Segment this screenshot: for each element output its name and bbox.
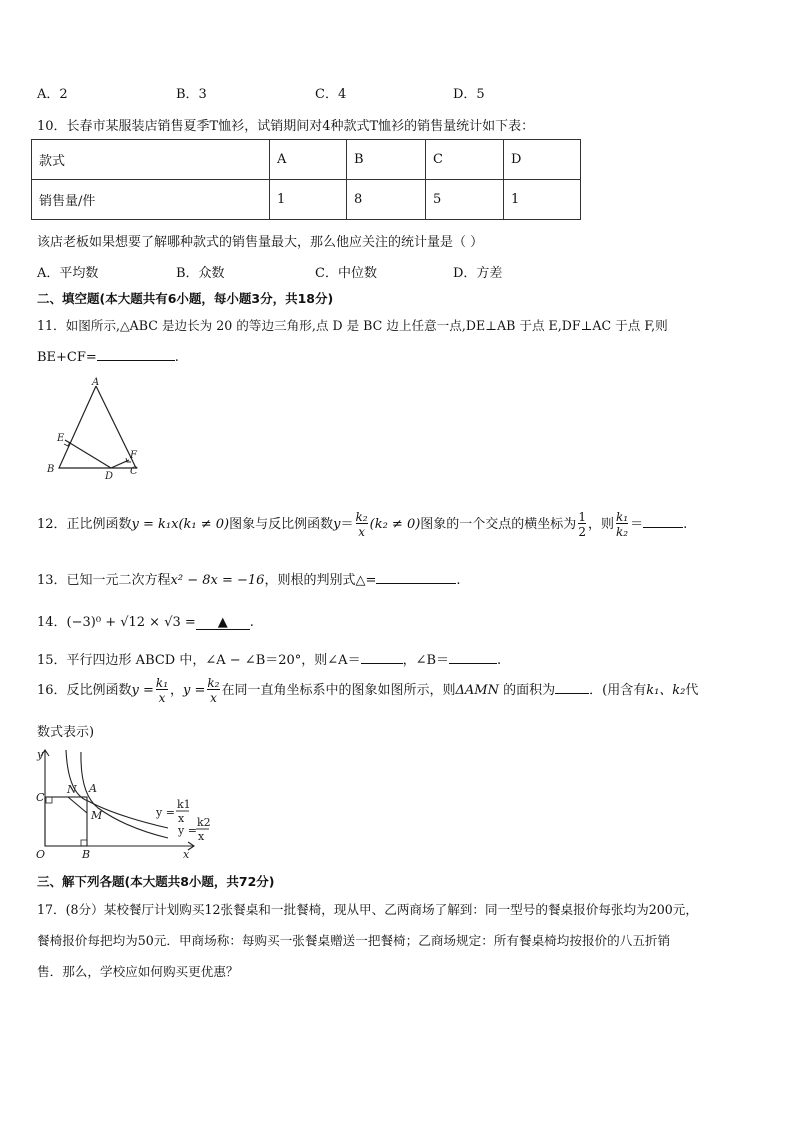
curve-label-y1: y = [156,806,175,819]
curve-label-x2: x [198,830,205,843]
q10-question: 该店老板如果想要了解哪种款式的销售量最大，那么他应关注的统计量是（ ） [37,235,484,250]
q13-text-2: ，则根的判别式△= [264,573,377,588]
q10-option-c: C．中位数 [315,266,377,281]
q10-option-a: A．平均数 [37,266,99,281]
denominator: x [156,689,168,704]
fraction-k1-over-x [156,677,168,704]
q15-text-1: 15．平行四边形 ABCD 中，∠A − ∠B＝20°，则∠A＝ [37,653,361,668]
answer-blank [376,569,456,584]
q11-end: . [174,350,179,365]
q10-stem: 10．长春市某服装店销售夏季T恤衫，试销期间对4种款式T恤衫的销售量统计如下表： [37,119,535,134]
q16-line2: 数式表示) [37,725,95,740]
q12-end: . [683,517,688,532]
q11-line1: 11．如图所示,△ABC 是边长为 20 的等边三角形,点 D 是 BC 边上任意一点,DE⊥AB 于点 E,DF⊥AC 于点 F,则 [37,318,668,333]
q13-equation: x² − 8x = −16 [170,573,265,588]
numerator: k₁ [155,676,169,690]
curve-label-x1: x [178,812,185,825]
label-d: D [105,471,114,480]
q10-option-b: B．众数 [176,266,225,281]
q12-line: 12．正比例函数y = k₁x(k₁ ≠ 0)图象与反比例函数y＝ $\frac{\text{k₂}}{x}$ (k₂ ≠ 0)图象的一个交点的横坐标为 $\frac{1}{2}$ ，则 $\frac{\text{k₁}}{\text{k₂}}$ ＝ . [37,510,688,539]
label-b: B [82,848,91,861]
q16-text-6: ．(用含有 [589,683,647,698]
q11-lhs: BE+CF= [37,350,97,365]
label-x: x [183,848,190,861]
answer-blank [643,513,683,528]
table-cell: B [347,140,426,180]
label-c: C [36,791,45,804]
q16-text-3: 在同一直角坐标系中的图象如图所示，则 [221,683,456,698]
rectangle-ocab [45,797,87,846]
table-cell: C [426,140,504,180]
label-e: E [57,433,65,444]
table-cell: 款式 [32,140,270,180]
numerator: k₁ [615,510,629,524]
q16-y2: y = [183,683,206,698]
q16-text-5: 的面积为 [498,683,556,698]
q17-line2: 餐椅报价每把均为50元．甲商场称：每购买一张餐桌赠送一把餐椅；乙商场规定：所有餐桌椅均按报价的八五折销 [37,933,671,948]
q14-line [37,611,254,630]
numerator: k₂ [355,510,368,524]
sales-table [31,139,581,220]
q15-end: . [497,653,502,668]
q12-text-4: ，则 [587,517,614,532]
curve-label-y2: y = [178,824,197,837]
answer-blank [449,649,497,664]
q13-line [37,569,460,588]
curve-label-k2: k2 [197,816,211,829]
label-m: M [91,809,103,822]
table-cell: D [504,140,581,180]
answer-blank [361,649,403,664]
q13-end: . [456,573,461,588]
label-n: N [67,783,77,796]
q16-line1 [37,672,698,710]
q12-text-2: 图象与反比例函数 [229,517,334,532]
q9-option-a: A．2 [37,87,68,102]
segment-df [111,460,129,468]
fraction-k2-over-x [356,511,368,538]
q14-text-1: 14． [37,615,67,630]
label-o: O [36,848,46,861]
denominator: x [207,689,219,704]
fraction-k2-over-x [207,677,219,704]
label-a: A [92,377,100,388]
q12-text-5: ＝ [630,517,644,532]
table-cell: 销售量/件 [32,180,270,220]
section-2-heading: 二、填空题(本大题共有6小题，每小题3分，共18分) [37,291,334,306]
denominator: k₂ [615,525,629,539]
q12-eq-inverse: (k₂ ≠ 0) [369,517,421,532]
denominator: x [356,523,368,538]
q11-line2 [37,346,179,365]
numerator: k₂ [207,676,220,690]
table-cell: A [270,140,347,180]
q17-line3: 售．那么，学校应如何购买更优惠？ [37,964,239,979]
q15-line [37,649,501,668]
triangle-abc [59,386,136,468]
answer-blank [97,346,175,361]
label-y: y [37,748,44,761]
q12-eq-direct: y = k₁x(k₁ ≠ 0) [131,517,230,532]
q14-end: . [249,615,254,630]
q16-k1-k2: k₁、k₂ [646,683,686,698]
label-f: F [130,450,137,461]
q10-option-d: D．方差 [453,266,503,281]
label-a: A [89,782,97,795]
q15-text-2: ，∠B＝ [402,653,450,668]
q12-text-1: 12．正比例函数 [37,517,132,532]
table-cell: 8 [347,180,426,220]
table-cell: 1 [504,180,581,220]
answer-blank [196,615,250,630]
label-c: C [130,466,138,477]
segment-de [65,440,111,468]
q13-text-1: 13．已知一元二次方程 [37,573,171,588]
q16-text-8: 代 [685,683,699,698]
table-cell: 5 [426,180,504,220]
q16-text-2: ， [170,683,184,698]
right-angle-b [81,840,87,846]
q14-expression: (−3)⁰ + √12 × √3 = [66,615,196,630]
curve-label-k1: k1 [177,798,191,811]
q9-option-c: C．4 [315,87,347,102]
table-row [32,180,581,220]
answer-blank [555,679,589,694]
q16-y1: y = [131,683,154,698]
denominator: 2 [578,525,586,539]
label-b: B [47,464,55,475]
table-cell: 1 [270,180,347,220]
triangle-figure [44,376,144,480]
section-3-heading: 三、解下列各题(本大题共8小题，共72分) [37,874,275,889]
numerator: 1 [578,510,586,524]
table-row [32,140,581,180]
q9-option-d: D．5 [453,87,485,102]
right-angle-c [46,797,52,803]
q16-triangle-amn: ΔAMN [455,683,499,698]
triangle-placeholder: ▲ [217,615,228,630]
q12-text-3: 图象的一个交点的横坐标为 [420,517,577,532]
q16-text-1: 16．反比例函数 [37,683,132,698]
fraction-one-half [578,511,586,538]
fraction-k1-over-k2 [616,511,628,538]
q9-option-b: B．3 [176,87,207,102]
inverse-function-graph [36,746,222,862]
q17-line1: 17．(8分）某校餐厅计划购买12张餐桌和一批餐椅，现从甲、乙两商场了解到：同一型号的餐桌报价每张均为200元， [37,902,698,917]
